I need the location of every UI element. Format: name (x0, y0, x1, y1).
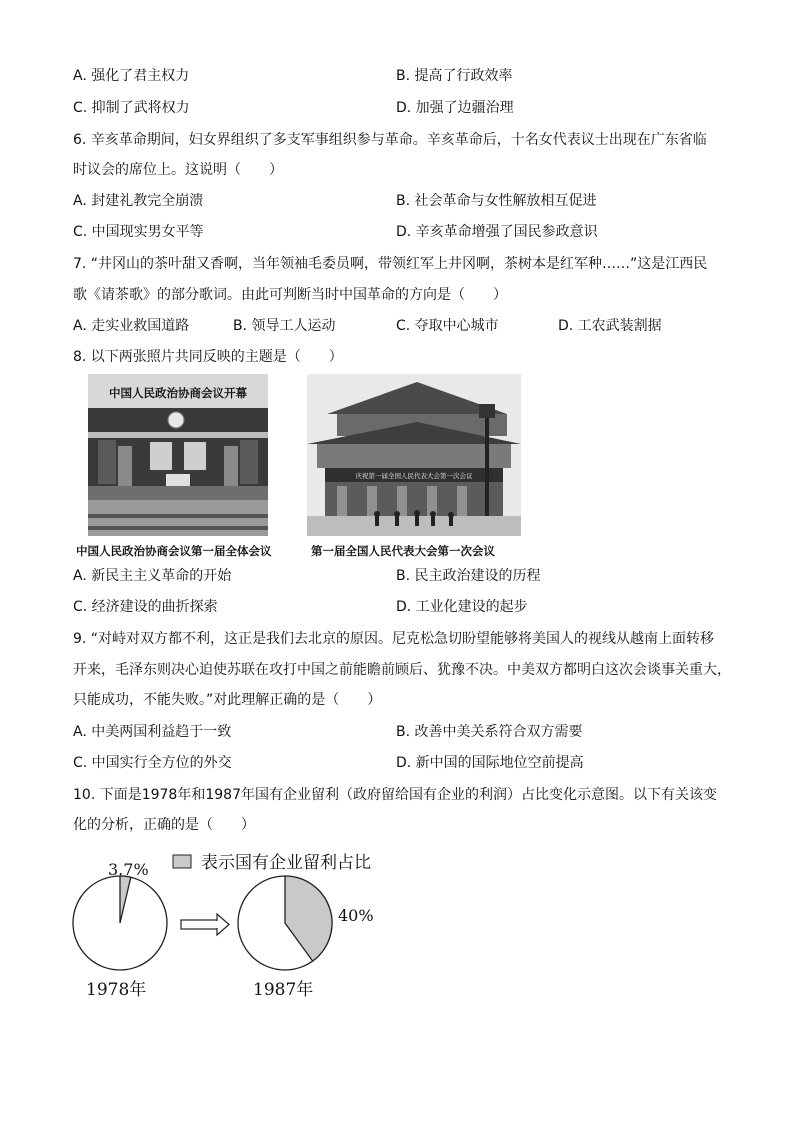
q7-option-d: D. 工农武装割据 (558, 318, 662, 334)
q6-stem-line1: 6. 辛亥革命期间，妇女界组织了多支军事组织参与革命。辛亥革命后，十名女代表议士出现在广东省临 (73, 132, 707, 148)
pie-1978-year-label: 1978年 (86, 980, 147, 1000)
q5-option-d: D. 加强了边疆治理 (396, 100, 514, 116)
q8-option-a: A. 新民主主义革命的开始 (73, 568, 232, 584)
q7-option-a: A. 走实业救国道路 (73, 318, 190, 334)
npc-photo-caption: 第一届全国人民代表大会第一次会议 (311, 544, 495, 558)
q9-option-b: B. 改善中美关系符合双方需要 (396, 724, 583, 740)
cppcc-photo (88, 374, 268, 536)
q9-option-c: C. 中国实行全方位的外交 (73, 755, 232, 771)
q8-option-c: C. 经济建设的曲折探索 (73, 599, 218, 615)
q6-option-c: C. 中国现实男女平等 (73, 224, 204, 240)
q6-option-a: A. 封建礼教完全崩溃 (73, 193, 204, 209)
q6-stem-line2: 时议会的席位上。这说明（ ） (73, 162, 283, 178)
q8-option-b: B. 民主政治建设的历程 (396, 568, 541, 584)
q7-option-b: B. 领导工人运动 (233, 318, 336, 334)
q8-option-d: D. 工业化建设的起步 (396, 599, 528, 615)
q5-option-c: C. 抑制了武将权力 (73, 100, 190, 116)
q6-option-d: D. 辛亥革命增强了国民参政意识 (396, 224, 598, 240)
q9-option-a: A. 中美两国利益趋于一致 (73, 724, 232, 740)
q10-stem-line1: 10. 下面是1978年和1987年国有企业留利（政府留给国有企业的利润）占比变化示意图。以下有关该变 (73, 787, 717, 803)
retained-profit-pie-chart (0, 845, 794, 1015)
q8-stem: 8. 以下两张照片共同反映的主题是（ ） (73, 349, 343, 365)
q9-stem-line2: 开来，毛泽东则决心迫使苏联在攻打中国之前能瞻前顾后、犹豫不决。中美双方都明白这次会谈事关重大， (73, 662, 731, 678)
legend-swatch (173, 855, 191, 868)
npc-photo-drawing (307, 374, 521, 536)
arrow-icon (181, 914, 229, 935)
q9-stem-line1: 9. “对峙对双方都不利，这正是我们去北京的原因。尼克松急切盼望能够将美国人的视线从越南上面转移 (73, 631, 715, 647)
pie-1978-share-label: 3.7% (108, 860, 149, 879)
cppcc-photo-drawing (88, 374, 268, 536)
q7-stem-line1: 7. “井冈山的茶叶甜又香啊，当年领袖毛委员啊，带领红军上井冈啊，茶树本是红军种……”这是江西民 (73, 256, 708, 272)
cppcc-banner-text: 中国人民政治协商会议开幕 (109, 386, 247, 400)
q5-option-a: A. 强化了君主权力 (73, 68, 190, 84)
q9-option-d: D. 新中国的国际地位空前提高 (396, 755, 584, 771)
pie-1987 (238, 876, 374, 1000)
q7-stem-line2: 歌《请茶歌》的部分歌词。由此可判断当时中国革命的方向是（ ） (73, 287, 507, 303)
pie-1978 (73, 860, 167, 1000)
cppcc-photo-caption: 中国人民政治协商会议第一届全体会议 (76, 544, 272, 558)
legend-label: 表示国有企业留利占比 (201, 853, 371, 873)
q9-stem-line3: 只能成功，不能失败。”对此理解正确的是（ ） (73, 692, 382, 708)
pie-1987-share-label: 40% (338, 906, 374, 925)
npc-photo (307, 374, 521, 536)
q6-option-b: B. 社会革命与女性解放相互促进 (396, 193, 597, 209)
pie-1987-year-label: 1987年 (253, 980, 314, 1000)
q10-stem-line2: 化的分析，正确的是（ ） (73, 817, 255, 833)
npc-banner-text: 庆祝第一届全国人民代表大会第一次会议 (355, 472, 473, 480)
q7-option-c: C. 夺取中心城市 (396, 318, 499, 334)
q5-option-b: B. 提高了行政效率 (396, 68, 513, 84)
